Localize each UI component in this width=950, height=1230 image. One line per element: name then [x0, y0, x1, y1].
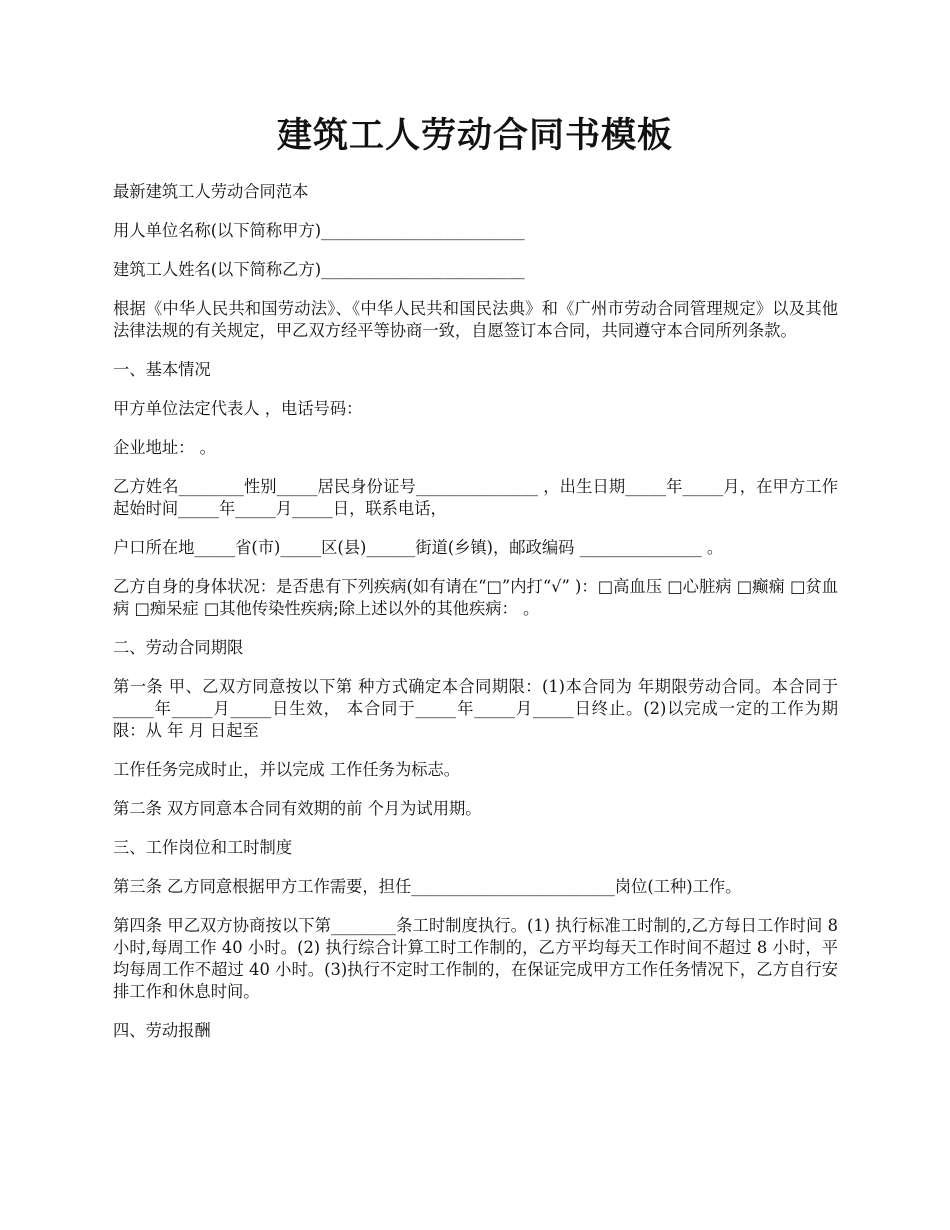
section-heading-remuneration: 四、劳动报酬	[113, 1021, 211, 1040]
employer-name-line: 用人单位名称(以下简称甲方)_________________________	[113, 221, 525, 240]
article-2-paragraph: 第二条 双方同意本合同有效期的前 个月为试用期。	[113, 799, 482, 818]
article-3-paragraph: 第三条 乙方同意根据甲方工作需要，担任_________________________岗位(工种)工作。	[113, 877, 742, 896]
section-heading-contract-term: 二、劳动合同期限	[113, 638, 244, 657]
document-body	[113, 181, 838, 1059]
company-address-line: 企业地址： 。	[113, 438, 216, 457]
article-4-paragraph: 第四条 甲乙双方协商按以下第________条工时制度执行。(1) 执行标准工时制的,乙方每日工作时间 8 小时,每周工作 40 小时。(2) 执行综合计算工时工作制的，乙方平均每天工作时间不超过 8 小时，平均每周工作不超过 40 小时。(3)执行不定时工作制的，在保证完成甲方工作任务情况下，乙方自行安排工作和休息时间。	[113, 916, 838, 1001]
health-status-paragraph: 乙方自身的身体状况：是否患有下列疾病(如有请在“□”内打“√” )：□高血压 □心脏病 □癫痫 □贫血病 □痴呆症 □其他传染性疾病;除上述以外的其他疾病： 。	[113, 577, 838, 618]
worker-name-line: 建筑工人姓名(以下简称乙方)_________________________	[113, 260, 525, 279]
article-1-paragraph: 第一条 甲、乙双方同意按以下第 种方式确定本合同期限：(1)本合同为 年期限劳动合同。本合同于_____年_____月_____日生效， 本合同于_____年_____月_____日终止。(2)以完成一定的工作为期限：从 年 月 日起至	[113, 677, 838, 740]
legal-representative-line: 甲方单位法定代表人 ，电话号码：	[113, 399, 363, 418]
section-heading-basic-info: 一、基本情况	[113, 360, 211, 379]
section-heading-position-hours: 三、工作岗位和工时制度	[113, 838, 293, 857]
preamble-paragraph: 根据《中华人民共和国劳动法》、《中华人民共和国民法典》和《广州市劳动合同管理规定》以及其他法律法规的有关规定，甲乙双方经平等协商一致，自愿签订本合同，共同遵守本合同所列条款。	[113, 299, 838, 340]
worker-details-paragraph: 乙方姓名________性别_____居民身份证号_______________ ，出生日期_____年_____月，在甲方工作起始时间_____年_____月_____日，联系电话，	[113, 477, 838, 518]
household-registration-line: 户口所在地_____省(市)_____区(县)______街道(乡镇)，邮政编码 _______________ 。	[113, 538, 724, 557]
article-1-continuation: 工作任务完成时止，并以完成 工作任务为标志。	[113, 760, 461, 779]
subtitle-paragraph: 最新建筑工人劳动合同范本	[113, 182, 309, 201]
document-title: 建筑工人劳动合同书模板	[276, 115, 673, 156]
